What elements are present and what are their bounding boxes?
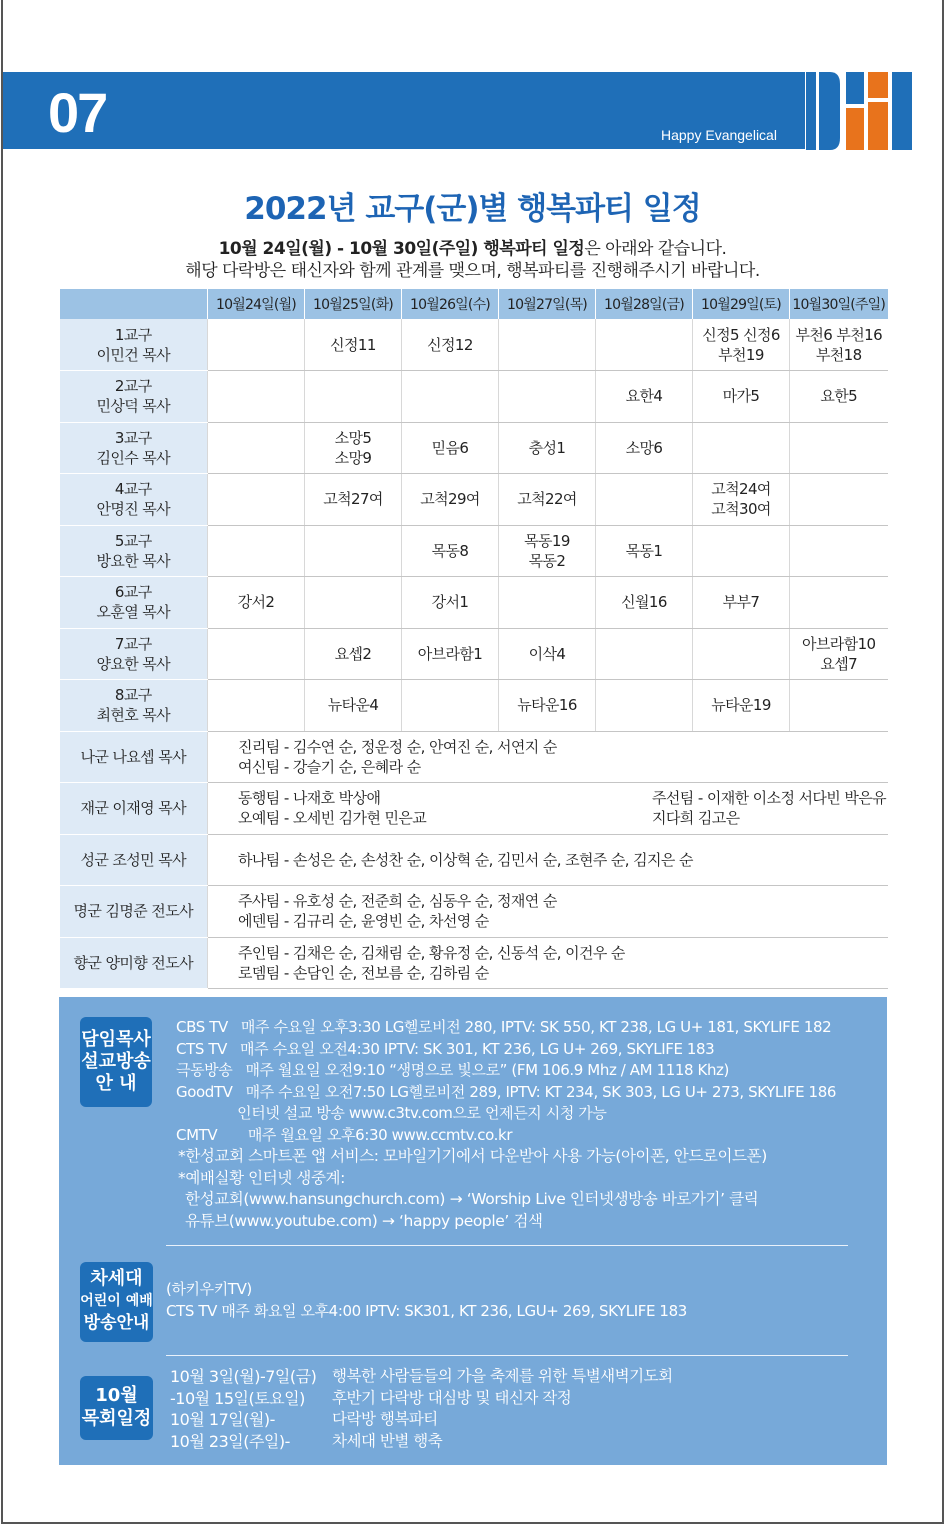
kids-lines — [166, 1279, 687, 1322]
pastor-name: 오훈열 목사 — [96, 603, 171, 622]
october-date: -10월 15일(토요일) — [170, 1388, 305, 1408]
broadcast-line: 유튜브(www.youtube.com) → ‘happy people’ 검색 — [176, 1211, 543, 1230]
district-label — [60, 474, 208, 526]
schedule-cell — [693, 525, 790, 577]
schedule-cell — [208, 422, 305, 474]
cell-line: 요한5 — [820, 387, 858, 406]
schedule-cell — [693, 680, 790, 732]
schedule-cell — [499, 577, 596, 629]
intro-line-2: 해당 다락방은 태신자와 함께 관계를 맺으며, 행복파티를 진행해주시기 바랍니다. — [185, 261, 760, 281]
table-row — [60, 937, 888, 989]
schedule-cell — [790, 628, 888, 680]
team-text: 동행팀 - 나재호 박상애 — [238, 789, 381, 808]
team-line: 로뎀팀 - 손담인 순, 전보름 순, 김하림 순 — [238, 963, 489, 982]
pastor-name: 안명진 목사 — [96, 500, 171, 519]
badge-line: 담임목사 — [81, 1029, 151, 1050]
group-label: 성군 조성민 목사 — [60, 834, 208, 886]
pastor-name: 양요한 목사 — [96, 654, 171, 673]
district-name: 7교구 — [114, 634, 152, 653]
schedule-cell — [402, 319, 499, 371]
column-header: 10월24일(월) — [208, 289, 305, 319]
cell-line: 충성1 — [528, 438, 566, 457]
group-teams — [208, 834, 888, 886]
cell-line: 신정12 — [427, 335, 473, 354]
schedule-cell — [790, 680, 888, 732]
team-line: 오예팀 - 오세빈 김가현 민은교 — [238, 809, 427, 828]
pastor-name: 민상덕 목사 — [96, 397, 171, 416]
broadcast-line: CMTV 매주 월요일 오후6:30 www.ccmtv.co.kr — [176, 1125, 513, 1144]
schedule-cell — [790, 525, 888, 577]
table-row — [60, 680, 888, 732]
badge-line: 어린이 예배 — [80, 1293, 153, 1309]
cell-line: 고척29여 — [420, 490, 480, 509]
kids-broadcast-badge — [80, 1262, 153, 1342]
tagline: Happy Evangelical — [661, 127, 777, 143]
october-date: 10월 3일(월)-7일(금) — [170, 1367, 317, 1386]
schedule-cell — [693, 474, 790, 526]
october-event: 다락방 행복파티 — [332, 1410, 438, 1428]
october-schedule-badge — [80, 1376, 153, 1440]
schedule-cell — [693, 371, 790, 423]
pastor-name: 최현호 목사 — [96, 706, 171, 725]
schedule-cell — [499, 319, 596, 371]
table-header-row — [60, 289, 888, 319]
schedule-cell — [208, 371, 305, 423]
schedule-cell — [790, 371, 888, 423]
team-line — [238, 891, 888, 911]
broadcast-line: CBS TV 매주 수요일 오후3:30 LG헬로비전 280, IPTV: SK 550, KT 238, LG U+ 181, SKYLIFE 182 — [176, 1018, 832, 1036]
cell-line: 요셉7 — [820, 654, 858, 673]
october-date: 10월 23일(주일)- — [170, 1431, 290, 1451]
cell-line: 신정5 신정6 — [702, 325, 780, 344]
team-line: 에덴팀 - 김규리 순, 윤영빈 순, 차선영 순 — [238, 912, 489, 931]
schedule-cell — [596, 680, 693, 732]
table-row — [60, 834, 888, 886]
cell-line: 신정11 — [330, 335, 376, 354]
october-event: 차세대 반별 행축 — [332, 1431, 443, 1450]
cell-line: 부천6 부천16 — [795, 325, 883, 344]
district-name: 8교구 — [114, 686, 152, 705]
october-events — [332, 1366, 673, 1452]
column-header: 10월26일(수) — [402, 289, 499, 319]
schedule-cell — [790, 577, 888, 629]
table-row — [60, 474, 888, 526]
intro-bold: 10월 24일(월) - 10월 30일(주일) 행복파티 일정 — [218, 239, 585, 259]
cell-line: 신월16 — [621, 593, 667, 612]
district-name: 1교구 — [114, 325, 152, 344]
group-label: 재군 이재영 목사 — [60, 783, 208, 835]
broadcast-lines — [176, 1017, 836, 1232]
group-teams — [208, 937, 888, 989]
schedule-cell — [499, 628, 596, 680]
cell-line: 고척27여 — [323, 490, 383, 509]
cell-line: 소망9 — [334, 448, 372, 467]
cell-line: 고척24여 — [711, 480, 771, 499]
table-row — [60, 525, 888, 577]
schedule-cell — [499, 525, 596, 577]
schedule-cell — [208, 628, 305, 680]
schedule-cell — [305, 319, 402, 371]
column-header: 10월30일(주일) — [790, 289, 888, 319]
cell-line: 부천19 — [718, 345, 764, 364]
broadcast-line: 한성교회(www.hansungchurch.com) → ‘Worship Live 인터넷생방송 바로가기’ 클릭 — [176, 1190, 759, 1208]
schedule-cell — [402, 525, 499, 577]
cell-line: 목동19 — [524, 531, 570, 550]
church-logo — [806, 72, 916, 150]
cell-line: 이삭4 — [528, 644, 566, 663]
page-title: 2022년 교구(군)별 행복파티 일정 — [244, 191, 701, 227]
table-row — [60, 731, 888, 783]
pastor-name: 이민건 목사 — [96, 345, 171, 364]
cell-line: 아브라함1 — [417, 644, 483, 663]
district-label — [60, 680, 208, 732]
schedule-cell — [305, 577, 402, 629]
schedule-table — [59, 289, 888, 989]
column-header: 10월25일(화) — [305, 289, 402, 319]
team-text-extra: 주선팀 - 이재한 이소정 서다빈 박은유 지다희 김고은 — [652, 789, 887, 828]
cell-line: 부천18 — [815, 345, 862, 364]
team-line — [238, 850, 888, 870]
cell-line: 고척30여 — [711, 500, 771, 519]
pastor-name: 김인수 목사 — [96, 448, 171, 467]
district-label — [60, 525, 208, 577]
district-label — [60, 628, 208, 680]
pastor-broadcast-badge — [80, 1017, 152, 1107]
schedule-cell — [790, 474, 888, 526]
schedule-cell — [596, 319, 693, 371]
schedule-cell — [305, 628, 402, 680]
column-header: 10월27일(목) — [499, 289, 596, 319]
header-corner — [60, 289, 208, 319]
badge-line: 목회일정 — [81, 1408, 152, 1429]
broadcast-line: GoodTV 매주 수요일 오전7:50 LG헬로비전 289, IPTV: KT 234, SK 303, LG U+ 273, SKYLIFE 186 — [176, 1082, 836, 1101]
district-label — [60, 577, 208, 629]
kids-line: (하키우키TV) — [166, 1280, 252, 1298]
team-text: 주사팀 - 유호성 순, 전준희 순, 심동우 순, 정재연 순 — [238, 892, 557, 911]
schedule-cell — [693, 422, 790, 474]
cell-line: 강서2 — [237, 593, 275, 612]
schedule-cell — [305, 371, 402, 423]
district-name: 3교구 — [114, 428, 152, 447]
schedule-cell — [499, 474, 596, 526]
schedule-cell — [596, 422, 693, 474]
cell-line: 뉴타운16 — [517, 696, 577, 715]
badge-line: 안 내 — [95, 1073, 137, 1094]
broadcast-line: *한성교회 스마트폰 앱 서비스: 모바일기기에서 다운받아 사용 가능(아이폰, 안드로이드폰) — [178, 1147, 767, 1165]
october-event: 행복한 사람들들의 가을 축제를 위한 특별새벽기도회 — [332, 1367, 673, 1385]
cell-line: 목동2 — [528, 551, 566, 570]
schedule-cell — [790, 422, 888, 474]
table-row — [60, 319, 888, 371]
cell-line: 아브라함10 — [802, 634, 876, 653]
district-name: 5교구 — [114, 531, 152, 550]
schedule-cell — [305, 422, 402, 474]
schedule-cell — [208, 319, 305, 371]
badge-line: 차세대 — [90, 1268, 143, 1289]
cell-line: 소망6 — [625, 438, 663, 457]
kids-line: CTS TV 매주 화요일 오후4:00 IPTV: SK301, KT 236, LGU+ 269, SKYLIFE 183 — [166, 1301, 687, 1320]
badge-line: 설교방송 — [81, 1051, 151, 1072]
schedule-cell — [402, 628, 499, 680]
october-dates — [170, 1366, 316, 1452]
schedule-cell — [402, 422, 499, 474]
cell-line: 뉴타운4 — [327, 696, 379, 715]
cell-line: 요한4 — [625, 387, 663, 406]
team-text: 하나팀 - 손성은 순, 손성찬 순, 이상혁 순, 김민서 순, 조현주 순, 김지은 순 — [238, 850, 693, 869]
broadcast-line: CTS TV 매주 수요일 오전4:30 IPTV: SK 301, KT 236, LG U+ 269, SKYLIFE 183 — [176, 1039, 715, 1058]
group-label: 나군 나요셉 목사 — [60, 731, 208, 783]
schedule-cell — [402, 474, 499, 526]
schedule-cell — [208, 474, 305, 526]
team-text: 진리팀 - 김수연 순, 정운정 순, 안여진 순, 서연지 순 — [238, 737, 557, 756]
table-row — [60, 783, 888, 835]
intro-rest: 은 아래와 같습니다. — [584, 239, 727, 259]
district-label — [60, 422, 208, 474]
schedule-cell — [596, 577, 693, 629]
schedule-cell — [208, 577, 305, 629]
pastor-name: 방요한 목사 — [96, 551, 171, 570]
schedule-cell — [208, 525, 305, 577]
schedule-cell — [596, 628, 693, 680]
schedule-cell — [596, 371, 693, 423]
divider — [166, 1355, 848, 1356]
divider — [166, 1245, 848, 1246]
column-header: 10월29일(토) — [693, 289, 790, 319]
cell-line: 고척22여 — [517, 490, 577, 509]
schedule-cell — [402, 371, 499, 423]
cell-line: 소망5 — [334, 428, 372, 447]
schedule-cell — [499, 422, 596, 474]
column-header: 10월28일(금) — [596, 289, 693, 319]
broadcast-line: 인터넷 설교 방송 www.c3tv.com으로 언제든지 시청 가능 — [176, 1104, 607, 1122]
cell-line: 믿음6 — [431, 438, 469, 457]
broadcast-line: *예배실황 인터넷 생중계: — [178, 1168, 345, 1187]
group-label: 향군 양미향 전도사 — [60, 937, 208, 989]
group-label: 명군 김명준 전도사 — [60, 886, 208, 938]
schedule-cell — [402, 680, 499, 732]
team-line — [238, 943, 888, 963]
cell-line: 강서1 — [431, 593, 469, 612]
schedule-cell — [499, 371, 596, 423]
cell-line: 마가5 — [722, 387, 760, 406]
table-row — [60, 886, 888, 938]
cell-line: 목동1 — [625, 541, 663, 560]
team-line — [238, 737, 888, 757]
table-row — [60, 422, 888, 474]
schedule-cell — [305, 680, 402, 732]
table-row — [60, 577, 888, 629]
schedule-cell — [596, 474, 693, 526]
schedule-cell — [596, 525, 693, 577]
district-label — [60, 371, 208, 423]
district-name: 2교구 — [114, 377, 152, 396]
cell-line: 목동8 — [431, 541, 469, 560]
table-row — [60, 628, 888, 680]
broadcast-line: 극동방송 매주 월요일 오전9:10 “생명으로 빛으로” (FM 106.9 Mhz / AM 1118 Khz) — [176, 1061, 729, 1079]
schedule-cell — [693, 628, 790, 680]
october-date: 10월 17일(월)- — [170, 1410, 275, 1429]
schedule-cell — [305, 474, 402, 526]
badge-line: 10월 — [95, 1385, 138, 1406]
team-line: 여신팀 - 강슬기 순, 은혜라 순 — [238, 757, 421, 776]
group-teams — [208, 886, 888, 938]
district-name: 6교구 — [114, 583, 152, 602]
schedule-cell — [693, 577, 790, 629]
team-text: 주인팀 - 김채은 순, 김채림 순, 황유정 순, 신동석 순, 이건우 순 — [238, 943, 625, 962]
group-teams — [208, 731, 888, 783]
schedule-cell — [693, 319, 790, 371]
october-event: 후반기 다락방 대심방 및 태신자 작정 — [332, 1388, 572, 1407]
badge-line: 방송안내 — [83, 1313, 150, 1333]
group-teams — [208, 783, 888, 835]
schedule-cell — [499, 680, 596, 732]
cell-line: 뉴타운19 — [711, 696, 771, 715]
table-row — [60, 371, 888, 423]
district-label — [60, 319, 208, 371]
schedule-cell — [402, 577, 499, 629]
cell-line: 부부7 — [722, 593, 760, 612]
schedule-cell — [305, 525, 402, 577]
schedule-cell — [208, 680, 305, 732]
cell-line: 요셉2 — [334, 644, 372, 663]
district-name: 4교구 — [114, 480, 152, 499]
schedule-cell — [790, 319, 888, 371]
page-number: 07 — [48, 81, 107, 144]
